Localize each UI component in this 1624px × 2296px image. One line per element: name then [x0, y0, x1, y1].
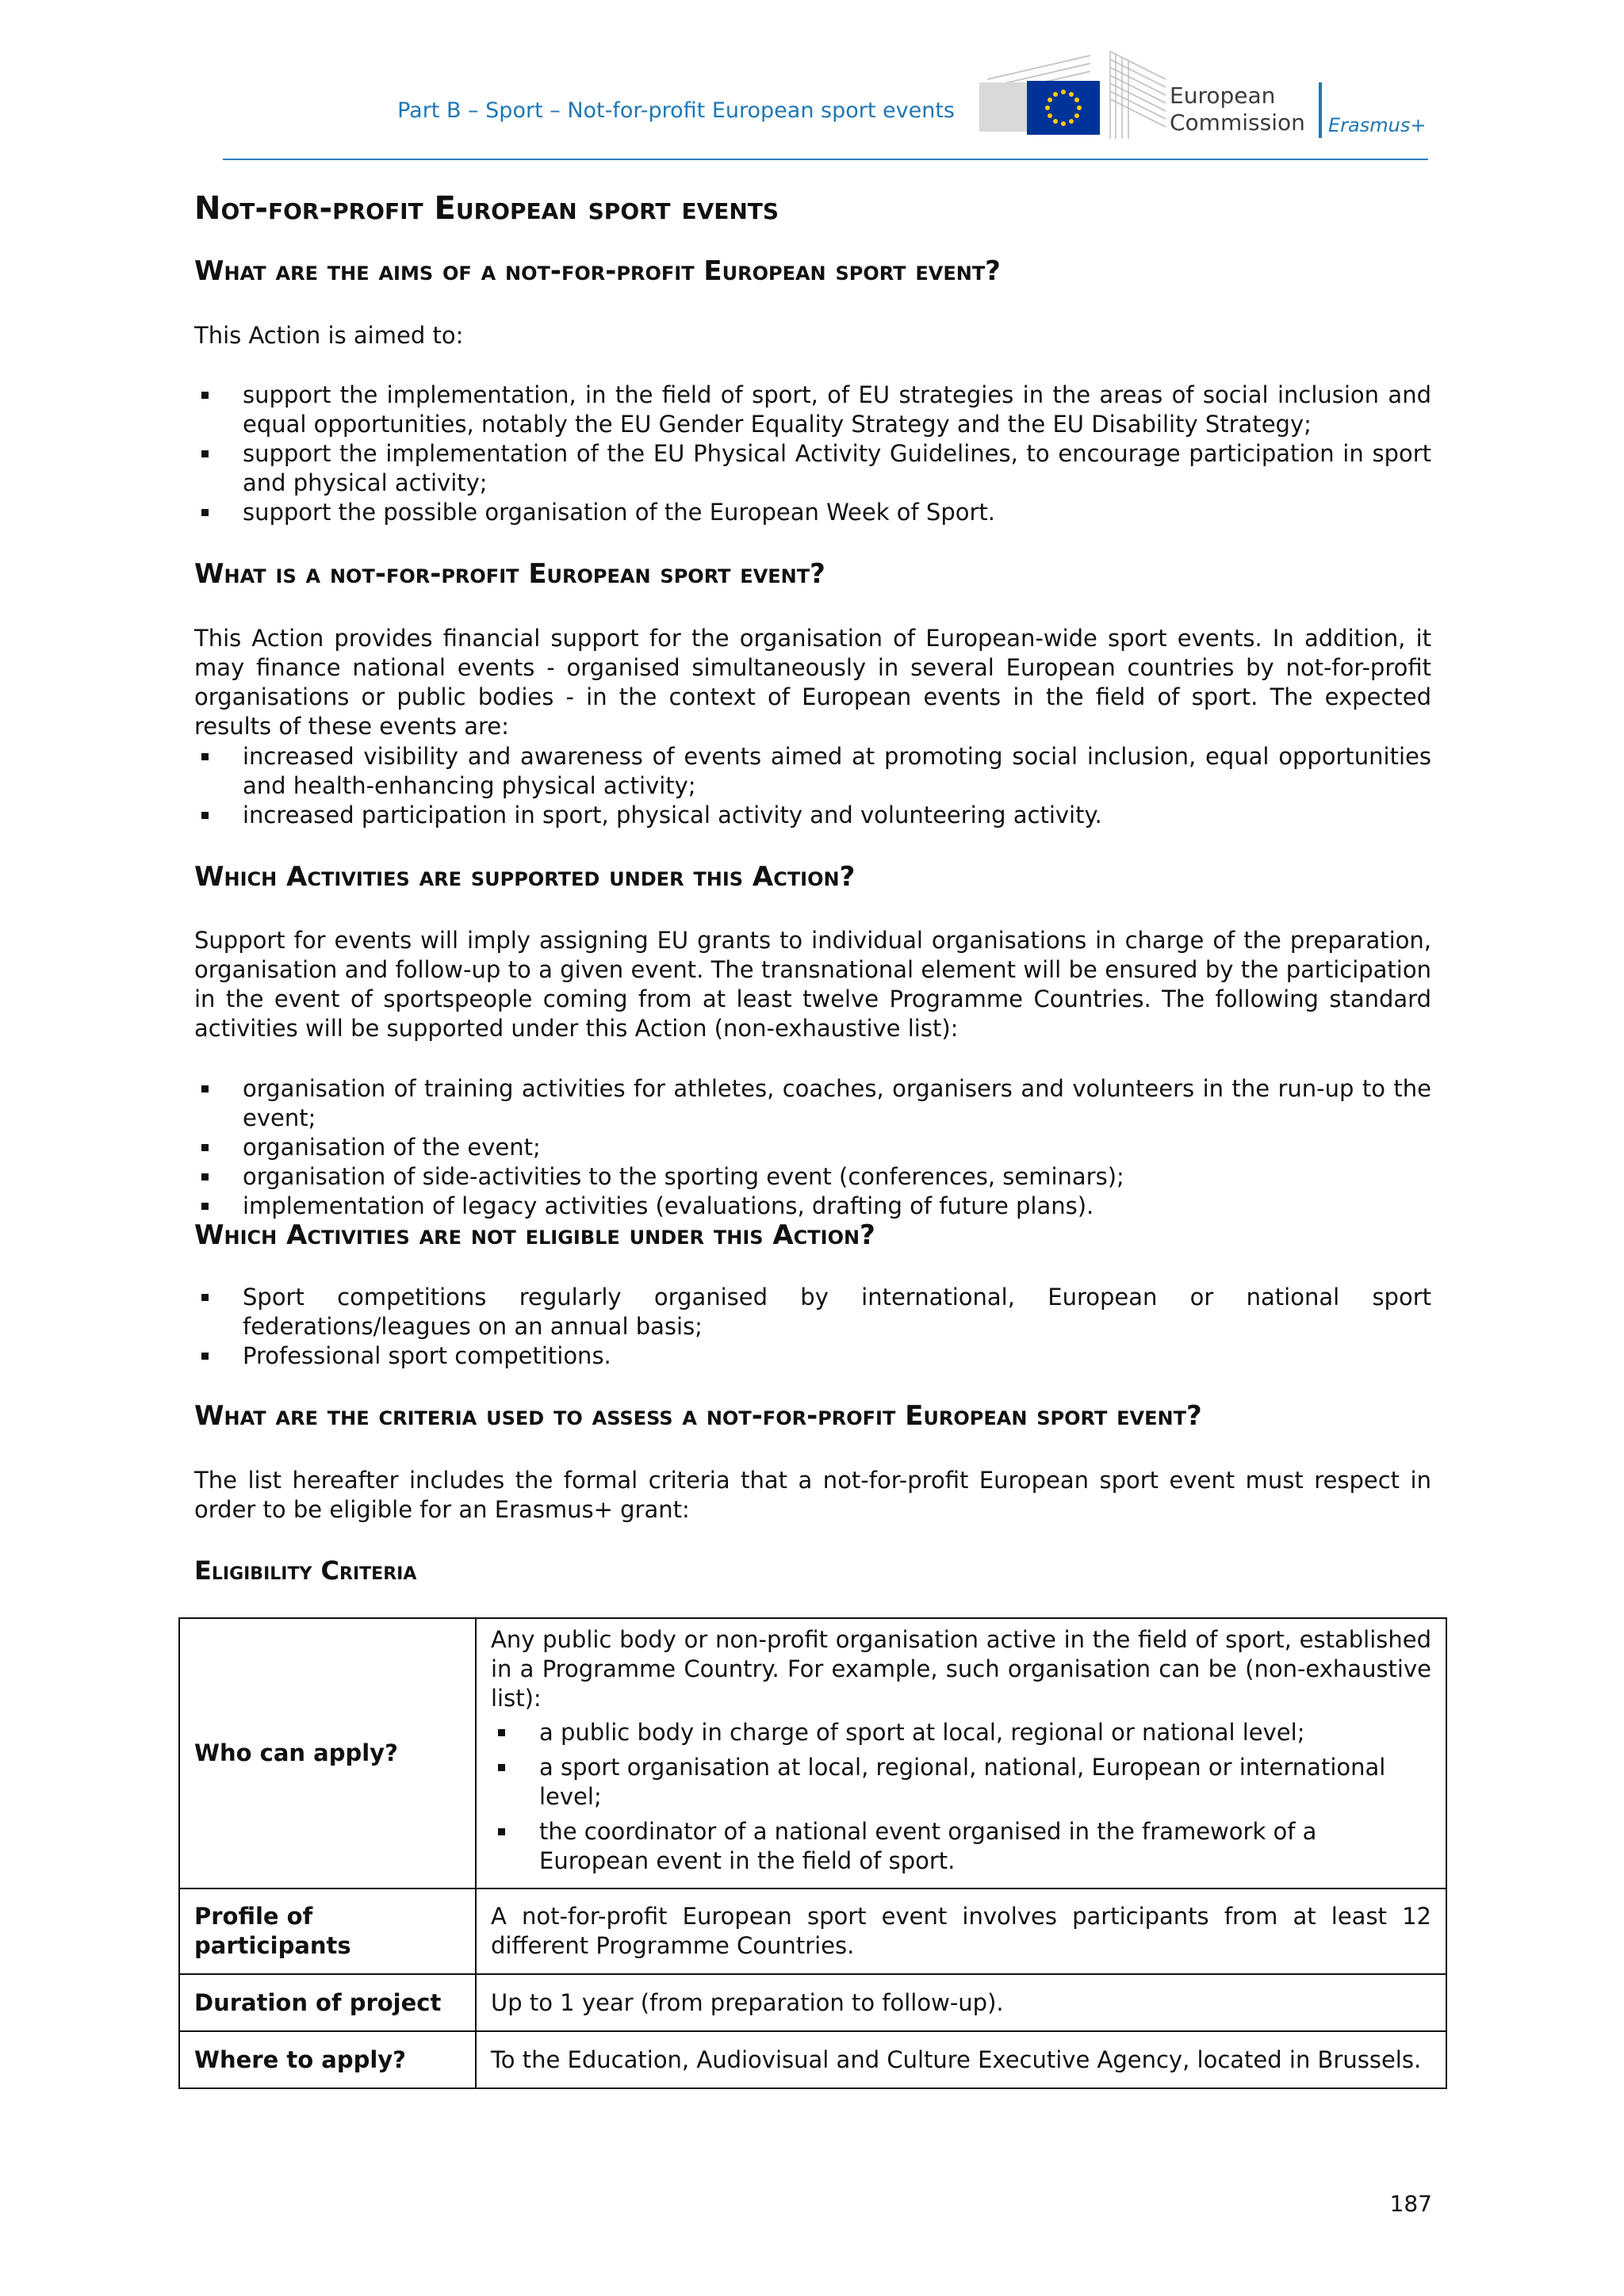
ec-building-icon [979, 48, 1170, 143]
section-heading-eligibility: Eligibility Criteria [194, 1556, 417, 1586]
row-value: Up to 1 year (from preparation to follow-up). [476, 1974, 1446, 2031]
list-item: support the implementation, in the field of sport, of EU strategies in the areas of social inclusion and equal opportunities, notably the EU Gender Equality Strategy and the EU Disability Strategy; [194, 381, 1431, 439]
applicant-types-list [491, 1718, 1431, 1876]
section-heading-aims: What are the aims of a not-for-profit European sport event? [194, 255, 1001, 287]
supported-paragraph: Support for events will imply assigning EU grants to individual organisations in charge of the preparation, organisation and follow-up to a given event. The transnational element will be ensured by the participation in the event of sportspeople coming from at least twelve Programme Countries. The following standard activities will be supported under this Action (non-exhaustive list): [194, 927, 1431, 1042]
aims-intro: This Action is aimed to: [194, 322, 464, 349]
header-divider [223, 159, 1428, 160]
section-heading-criteria: What are the criteria used to assess a not-for-profit European sport event? [194, 1400, 1202, 1432]
list-item: a sport organisation at local, regional, national, European or international level; [491, 1753, 1431, 1812]
list-item: the coordinator of a national event organised in the framework of a European event in the field of sport. [491, 1817, 1431, 1876]
supported-activities-list [194, 1074, 1431, 1221]
running-header: Part B – Sport – Not-for-profit European sport events [397, 98, 955, 123]
list-item: support the possible organisation of the European Week of Sport. [194, 498, 1431, 527]
section-heading-supported: Which Activities are supported under this Action? [194, 861, 856, 893]
list-item: Professional sport competitions. [194, 1341, 1431, 1371]
table-row [179, 1974, 1446, 2031]
logo-divider [1319, 82, 1322, 138]
erasmus-plus-wordmark: Erasmus+ [1328, 114, 1427, 136]
list-item: support the implementation of the EU Physical Activity Guidelines, to encourage participation in sport and physical activity; [194, 439, 1431, 498]
row-label: Who can apply? [179, 1618, 476, 1888]
results-list [194, 742, 1431, 830]
list-item: organisation of training activities for athletes, coaches, organisers and volunteers in the run-up to the event; [194, 1074, 1431, 1133]
row-value: To the Education, Audiovisual and Culture Executive Agency, located in Brussels. [476, 2031, 1446, 2088]
table-row [179, 2031, 1446, 2088]
european-commission-logo [979, 48, 1431, 143]
section-heading-what: What is a not-for-profit European sport event? [194, 558, 825, 590]
row-value [476, 1618, 1446, 1888]
list-item: increased visibility and awareness of events aimed at promoting social inclusion, equal opportunities and health-enhancing physical activity; [194, 742, 1431, 801]
eligibility-criteria-table [178, 1617, 1447, 2089]
ec-wordmark: European Commission [1170, 82, 1305, 136]
row-text: Any public body or non-profit organisation active in the field of sport, established in a Programme Country. For example, such organisation can be (non-exhaustive list): [491, 1626, 1431, 1712]
criteria-paragraph: The list hereafter includes the formal criteria that a not-for-profit European sport event must respect in order to be eligible for an Erasmus+ grant: [194, 1467, 1431, 1523]
row-label: Duration of project [179, 1974, 476, 2031]
row-value: A not-for-profit European sport event involves participants from at least 12 different Programme Countries. [476, 1888, 1446, 1974]
what-paragraph: This Action provides financial support for the organisation of European-wide sport events. In addition, it may finance national events - organised simultaneously in several European countries by not-for-profit organisations or public bodies - in the context of European events in the field of sport. The expected results of these events are: [194, 625, 1431, 740]
page-number: 187 [1389, 2191, 1432, 2217]
table-row [179, 1618, 1446, 1888]
list-item: organisation of side-activities to the sporting event (conferences, seminars); [194, 1162, 1431, 1192]
table-row [179, 1888, 1446, 1974]
page-title: Not-for-profit European sport events [194, 190, 779, 227]
row-label: Where to apply? [179, 2031, 476, 2088]
list-item: organisation of the event; [194, 1133, 1431, 1162]
list-item: increased participation in sport, physical activity and volunteering activity. [194, 801, 1431, 830]
section-heading-not-eligible: Which Activities are not eligible under this Action? [194, 1219, 875, 1251]
aims-list [194, 381, 1431, 527]
list-item: implementation of legacy activities (evaluations, drafting of future plans). [194, 1192, 1431, 1221]
row-label: Profile of participants [179, 1888, 476, 1974]
list-item: a public body in charge of sport at local, regional or national level; [491, 1718, 1431, 1747]
list-item: Sport competitions regularly organised by international, European or national sport federations/leagues on an annual basis; [194, 1283, 1431, 1341]
not-eligible-list [194, 1283, 1431, 1371]
